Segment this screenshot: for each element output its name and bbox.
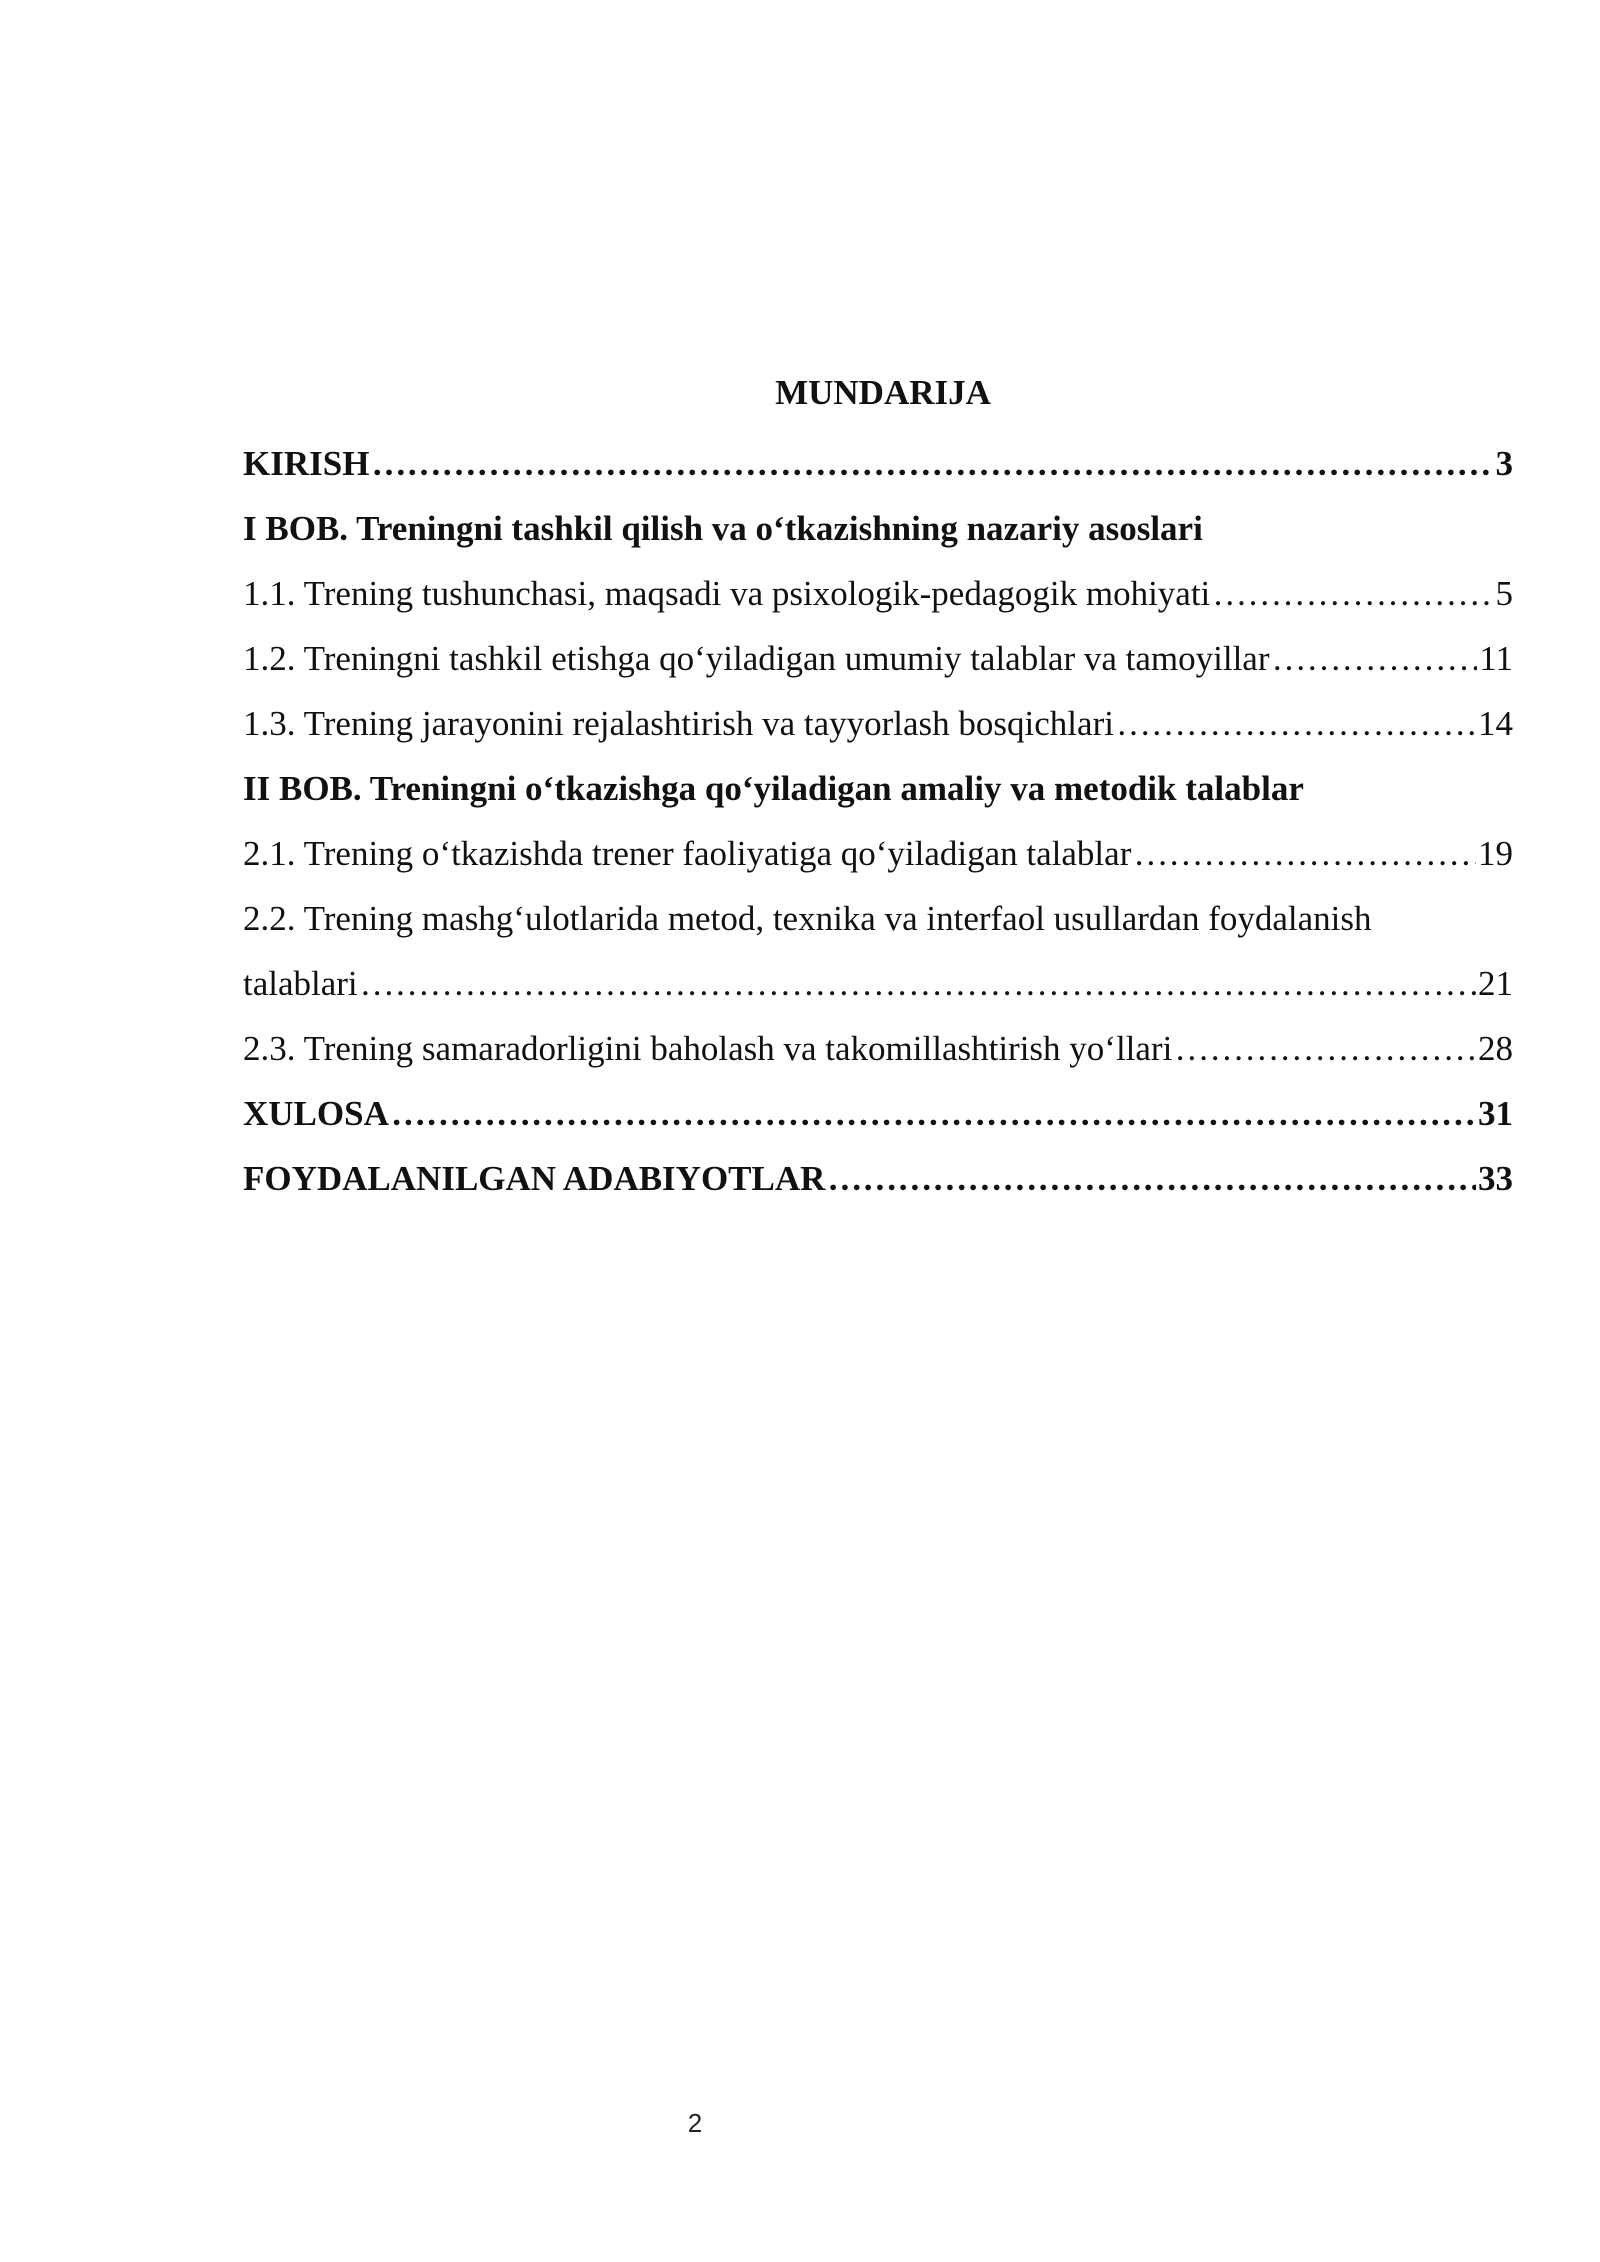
- toc-entry-kirish: [243, 431, 1513, 496]
- table-of-contents: [243, 366, 1513, 1211]
- page-number: 2: [687, 2108, 703, 2138]
- toc-entry-xulosa: [243, 1081, 1513, 1146]
- toc-entry-text: 1.2. Treningni tashkil etishga qo‘yiladigan umumiy talablar va tamoyillar: [243, 639, 1270, 678]
- toc-leader-dots: [1174, 1016, 1476, 1081]
- toc-entry-text: 1.3. Trening jarayonini rejalashtirish va tayyorlash bosqichlari: [243, 704, 1114, 743]
- toc-entry-page: 21: [1478, 964, 1513, 1003]
- toc-entry-page: 19: [1478, 834, 1513, 873]
- toc-title: MUNDARIJA: [775, 373, 991, 412]
- toc-entry-2-3: [243, 1016, 1513, 1081]
- toc-entry-text: XULOSA: [243, 1094, 389, 1133]
- toc-entry-adabiyotlar: [243, 1146, 1513, 1211]
- toc-entry-page: 11: [1479, 639, 1513, 678]
- toc-leader-dots: [1272, 626, 1478, 691]
- toc-leader-dots: [360, 951, 1476, 1016]
- toc-entry-page: 28: [1478, 1029, 1513, 1068]
- toc-leader-dots: [371, 431, 1493, 496]
- toc-entry-text: FOYDALANILGAN ADABIYOTLAR: [243, 1159, 826, 1198]
- toc-entry-text: 2.1. Trening o‘tkazishda trener faoliyatiga qo‘yiladigan talablar: [243, 834, 1132, 873]
- toc-entry-page: 3: [1495, 444, 1513, 483]
- toc-entry-2-2-line1: 2.2. Trening mashg‘ulotlarida metod, texnika va interfaol usullardan foydalanish: [243, 899, 1372, 938]
- chapter-heading-2: II BOB. Treningni o‘tkazishga qo‘yiladigan amaliy va metodik talablar: [243, 769, 1304, 808]
- toc-leader-dots: [1133, 821, 1476, 886]
- toc-leader-dots: [827, 1146, 1476, 1211]
- toc-entry-text: KIRISH: [243, 444, 370, 483]
- toc-entry-text: 1.1. Trening tushunchasi, maqsadi va psixologik-pedagogik mohiyati: [243, 574, 1211, 613]
- toc-entry-page: 5: [1495, 574, 1513, 613]
- toc-entry-text: talablari: [243, 964, 358, 1003]
- toc-entry-page: 33: [1478, 1159, 1513, 1198]
- chapter-heading-1: I BOB. Treningni tashkil qilish va o‘tkazishning nazariy asoslari: [243, 509, 1203, 548]
- toc-entry-2-1: [243, 821, 1513, 886]
- toc-entry-text: 2.3. Trening samaradorligini baholash va takomillashtirish yo‘llari: [243, 1029, 1173, 1068]
- toc-entry-page: 14: [1478, 704, 1513, 743]
- toc-entry-1-2: [243, 626, 1513, 691]
- toc-leader-dots: [391, 1081, 1476, 1146]
- toc-entry-2-2-line2: [243, 951, 1513, 1016]
- toc-leader-dots: [1116, 691, 1476, 756]
- toc-entry-page: 31: [1478, 1094, 1513, 1133]
- toc-entry-1-1: [243, 561, 1513, 626]
- toc-leader-dots: [1212, 561, 1493, 626]
- toc-entry-1-3: [243, 691, 1513, 756]
